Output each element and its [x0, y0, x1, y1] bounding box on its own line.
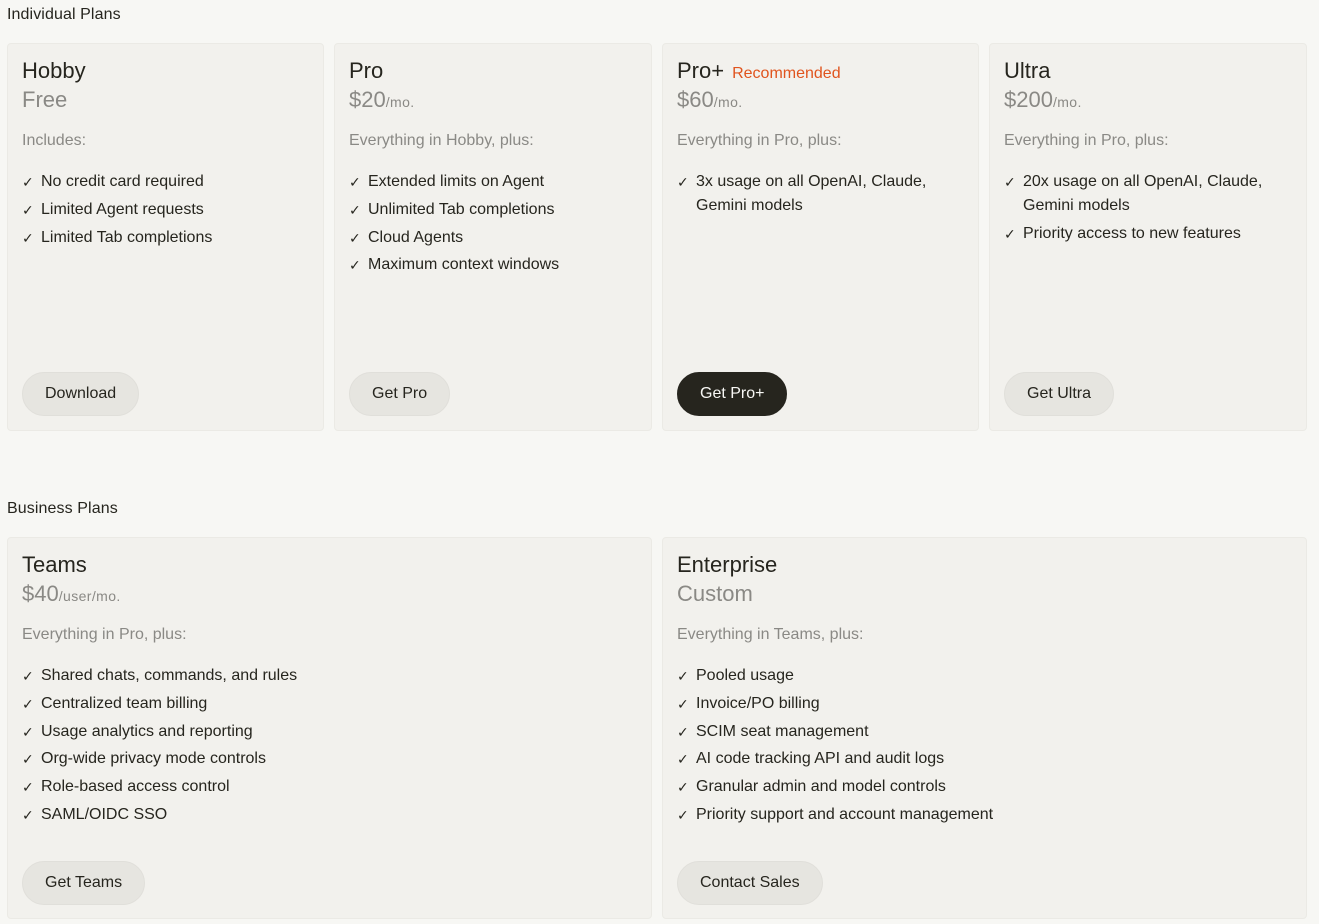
feature-text: Limited Agent requests	[41, 200, 204, 218]
feature-item	[22, 747, 637, 771]
plan-lead: Everything in Hobby, plus:	[349, 132, 534, 149]
feature-item	[677, 803, 1292, 827]
feature-item	[22, 775, 637, 799]
feature-text: 3x usage on all OpenAI, Claude, Gemini models	[696, 173, 927, 214]
feature-item	[677, 747, 1292, 771]
plan-price	[22, 87, 67, 113]
check-icon: ✓	[677, 174, 689, 190]
feature-list	[677, 170, 964, 222]
feature-text: Centralized team billing	[41, 694, 208, 712]
plan-card-pro-plus	[662, 43, 979, 431]
feature-item	[677, 775, 1292, 799]
check-icon: ✓	[22, 723, 34, 740]
plan-price	[22, 581, 121, 607]
plan-title: Teams	[22, 552, 87, 577]
plan-card-ultra	[989, 43, 1307, 431]
price-unit: /mo.	[1052, 94, 1082, 110]
feature-item	[1004, 222, 1292, 246]
feature-list	[22, 170, 309, 253]
plan-card-enterprise	[662, 537, 1307, 919]
feature-item	[349, 198, 637, 222]
feature-item	[22, 198, 309, 222]
feature-text: Usage analytics and reporting	[41, 722, 253, 740]
feature-text: Role-based access control	[41, 778, 230, 796]
plan-price	[349, 87, 415, 113]
plan-name	[22, 552, 87, 578]
plan-lead: Everything in Teams, plus:	[677, 626, 864, 643]
get-pro-plus-button[interactable]: Get Pro+	[677, 372, 787, 416]
price-amount: $40	[22, 581, 59, 606]
check-icon: ✓	[22, 806, 34, 823]
feature-item	[677, 692, 1292, 716]
feature-item	[22, 170, 309, 194]
check-icon: ✓	[22, 229, 34, 246]
check-icon: ✓	[22, 751, 34, 768]
plan-card-teams	[7, 537, 652, 919]
feature-text: Granular admin and model controls	[696, 778, 946, 796]
check-icon: ✓	[22, 779, 34, 796]
plan-lead: Everything in Pro, plus:	[22, 626, 187, 643]
feature-list	[1004, 170, 1292, 250]
feature-list	[22, 664, 637, 831]
check-icon: ✓	[349, 229, 361, 246]
feature-item	[22, 720, 637, 744]
feature-item	[22, 692, 637, 716]
plan-card-pro	[334, 43, 652, 431]
check-icon: ✓	[677, 751, 689, 768]
feature-list	[677, 664, 1292, 831]
check-icon: ✓	[349, 257, 361, 274]
feature-item	[22, 664, 637, 688]
check-icon: ✓	[677, 723, 689, 740]
feature-list	[349, 170, 637, 281]
price-amount: Custom	[677, 581, 753, 606]
download-button[interactable]: Download	[22, 372, 139, 416]
feature-text: Org-wide privacy mode controls	[41, 750, 266, 768]
feature-text: No credit card required	[41, 173, 204, 190]
price-unit: /mo.	[713, 94, 743, 110]
feature-text: Limited Tab completions	[41, 228, 213, 246]
check-icon: ✓	[1004, 225, 1016, 242]
business-plans-heading: Business Plans	[7, 500, 118, 517]
check-icon: ✓	[349, 174, 361, 190]
plan-name	[677, 58, 841, 84]
feature-text: SCIM seat management	[696, 722, 869, 740]
feature-text: Invoice/PO billing	[696, 694, 820, 712]
check-icon: ✓	[22, 174, 34, 190]
feature-item	[677, 170, 964, 218]
price-unit: /mo.	[385, 94, 415, 110]
feature-text: SAML/OIDC SSO	[41, 805, 168, 823]
check-icon: ✓	[22, 695, 34, 712]
feature-text: Extended limits on Agent	[368, 173, 545, 190]
price-amount: $20	[349, 87, 386, 112]
check-icon: ✓	[677, 779, 689, 796]
feature-item	[22, 803, 637, 827]
contact-sales-button[interactable]: Contact Sales	[677, 861, 823, 905]
individual-plans-heading: Individual Plans	[7, 6, 121, 23]
check-icon: ✓	[349, 201, 361, 218]
plan-title: Pro+	[677, 58, 725, 83]
feature-item	[677, 664, 1292, 688]
plan-lead: Everything in Pro, plus:	[677, 132, 842, 149]
plan-title: Ultra	[1004, 58, 1051, 83]
feature-item	[349, 170, 637, 194]
plan-price	[1004, 87, 1082, 113]
plan-title: Pro	[349, 58, 384, 83]
feature-item	[22, 226, 309, 250]
get-ultra-button[interactable]: Get Ultra	[1004, 372, 1114, 416]
check-icon: ✓	[677, 806, 689, 823]
plan-title: Enterprise	[677, 552, 778, 577]
plan-title: Hobby	[22, 58, 86, 83]
feature-text: Priority access to new features	[1023, 224, 1241, 242]
plan-name	[22, 58, 86, 84]
check-icon: ✓	[22, 668, 34, 684]
feature-item	[677, 720, 1292, 744]
feature-item	[349, 226, 637, 250]
plan-name	[349, 58, 383, 84]
check-icon: ✓	[1004, 174, 1016, 190]
price-amount: $200	[1004, 87, 1053, 112]
check-icon: ✓	[677, 668, 689, 684]
plan-name	[677, 552, 777, 578]
price-amount: Free	[22, 87, 68, 112]
feature-text: Shared chats, commands, and rules	[41, 667, 298, 684]
price-unit: /user/mo.	[58, 588, 121, 604]
feature-text: Unlimited Tab completions	[368, 200, 555, 218]
plan-price	[677, 581, 753, 607]
price-amount: $60	[677, 87, 714, 112]
recommended-badge: Recommended	[732, 65, 841, 82]
check-icon: ✓	[22, 201, 34, 218]
feature-item	[349, 253, 637, 277]
get-pro-button[interactable]: Get Pro	[349, 372, 450, 416]
feature-text: Priority support and account management	[696, 805, 994, 823]
feature-text: Maximum context windows	[368, 256, 560, 274]
plan-card-hobby	[7, 43, 324, 431]
feature-item	[1004, 170, 1292, 218]
feature-text: AI code tracking API and audit logs	[696, 750, 945, 768]
plan-lead: Everything in Pro, plus:	[1004, 132, 1169, 149]
feature-text: 20x usage on all OpenAI, Claude, Gemini models	[1023, 173, 1263, 214]
plan-name	[1004, 58, 1050, 84]
feature-text: Cloud Agents	[368, 228, 464, 246]
feature-text: Pooled usage	[696, 667, 794, 684]
check-icon: ✓	[677, 695, 689, 712]
plan-price	[677, 87, 743, 113]
plan-lead: Includes:	[22, 132, 87, 149]
get-teams-button[interactable]: Get Teams	[22, 861, 145, 905]
